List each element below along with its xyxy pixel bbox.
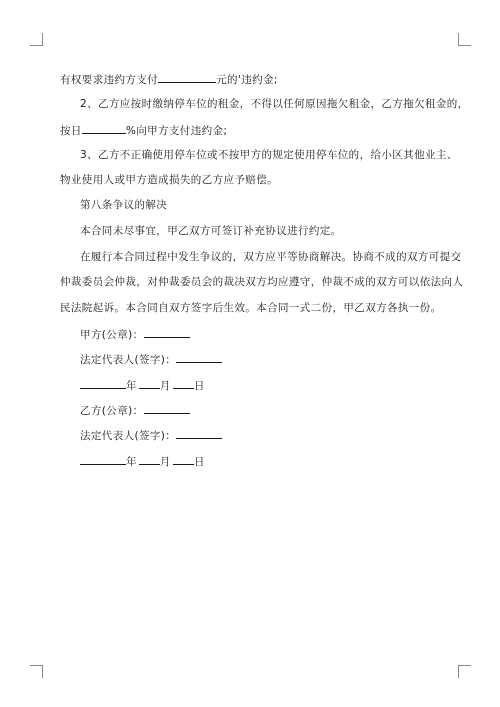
- year-label: 年: [126, 380, 137, 392]
- day-label: 日: [193, 380, 205, 392]
- clause-3-line-1: 3、乙方不正确使用停车位或不按甲方的规定使用停车位的，给小区其他业主、: [80, 149, 458, 161]
- party-a-date-line: [80, 377, 205, 394]
- party-b-day-blank: [173, 453, 194, 465]
- penalty-clause-text-b: 元的'违约金;: [216, 74, 278, 86]
- party-a-day-blank: [173, 377, 194, 389]
- party-b-year-blank: [80, 453, 126, 465]
- party-b-rep-label: 法定代表人(签字)：: [80, 430, 177, 442]
- year-label: 年: [126, 456, 137, 468]
- dispute-clause-line-1: 在履行本合同过程中发生争议的，双方应平等协商解决。协商不成的双方可提交: [80, 251, 462, 263]
- party-a-rep-label: 法定代表人(签字)：: [80, 354, 177, 366]
- dispute-clause-line-2: 仲裁委员会仲裁，对仲裁委员会的裁决双方均应遵守，仲裁不成的双方可以依法向人: [60, 276, 464, 288]
- penalty-clause-line: [60, 71, 278, 88]
- day-label: 日: [193, 456, 205, 468]
- clause-2-line-1: 2、乙方应按时缴纳停车位的租金，不得以任何原因拖欠租金，乙方拖欠租金的，: [80, 98, 469, 110]
- penalty-clause-text-a: 有权要求违约方支付: [60, 74, 159, 86]
- party-b-month-blank: [139, 453, 160, 465]
- party-a-seal-blank: [144, 326, 190, 338]
- party-a-seal-label: 甲方(公章)：: [80, 329, 144, 341]
- party-a-seal-line: [80, 326, 190, 343]
- crop-mark-top-left: [30, 33, 43, 46]
- party-b-date-line: [80, 453, 205, 470]
- supplement-clause: 本合同未尽事宜，甲乙双方可签订补充协议进行约定。: [80, 225, 342, 237]
- party-b-rep-line: [80, 427, 222, 444]
- penalty-amount-blank: [158, 71, 216, 83]
- crop-mark-bottom-right: [458, 665, 471, 678]
- crop-mark-bottom-left: [30, 665, 43, 678]
- party-a-month-blank: [139, 377, 160, 389]
- party-a-rep-blank: [176, 351, 222, 363]
- clause-3-line-2: 物业使用人或甲方造成损失的乙方应予赔偿。: [60, 174, 278, 186]
- clause-2-text-b: %向甲方支付违约金;: [125, 125, 228, 137]
- crop-mark-top-right: [458, 33, 471, 46]
- daily-rate-blank: [82, 122, 126, 134]
- party-b-seal-label: 乙方(公章)：: [80, 405, 144, 417]
- party-b-rep-blank: [176, 427, 222, 439]
- month-label: 月: [159, 380, 171, 392]
- dispute-clause-line-3: 民法院起诉。本合同自双方签字后生效。本合同一式二份，甲乙双方各执一份。: [60, 302, 442, 314]
- party-a-year-blank: [80, 377, 126, 389]
- month-label: 月: [159, 456, 171, 468]
- party-b-seal-blank: [144, 402, 190, 414]
- article-8-heading: 第八条争议的解决: [80, 199, 168, 211]
- party-b-seal-line: [80, 402, 190, 419]
- clause-2-text-a: 按日: [60, 125, 82, 137]
- clause-2-line-2: [60, 122, 227, 139]
- party-a-rep-line: [80, 351, 222, 368]
